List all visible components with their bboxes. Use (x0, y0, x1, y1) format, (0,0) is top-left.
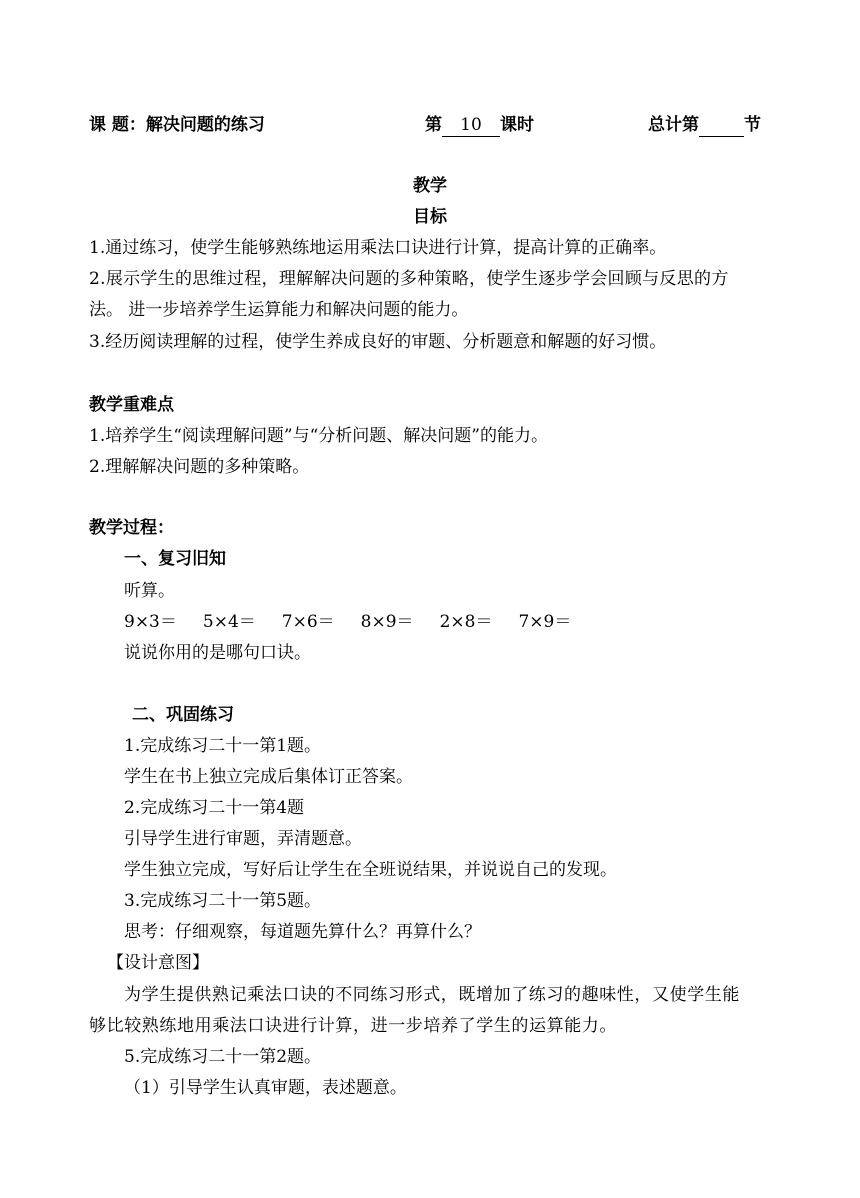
objective-item-1: 1.通过练习，使学生能够熟练地运用乘法口诀进行计算，提高计算的正确率。 (89, 238, 667, 258)
calc-item: 2×8＝ (439, 612, 493, 632)
key-points-heading: 教学重难点 (89, 395, 174, 415)
objectives-heading-1: 教学 (413, 176, 447, 196)
total-blank (699, 114, 744, 137)
calc-item: 7×9＝ (518, 612, 572, 632)
key-point-2: 2.理解解决问题的多种策略。 (89, 457, 310, 477)
section-1-line-1: 听算。 (124, 581, 175, 601)
objective-item-3: 3.经历阅读理解的过程，使学生养成良好的审题、分析题意和解题的好习惯。 (89, 332, 667, 352)
section-2-line-5: 学生独立完成，写好后让学生在全班说结果，并说说自己的发现。 (124, 860, 617, 880)
design-intent-heading: 【设计意图】 (107, 953, 209, 973)
calc-item: 7×6＝ (281, 612, 335, 632)
section-1-line-3: 说说你用的是哪句口诀。 (124, 643, 311, 663)
calc-item: 8×9＝ (360, 612, 414, 632)
section-2-line-7: 思考：仔细观察，每道题先算什么？再算什么？ (124, 922, 481, 942)
calc-item: 5×4＝ (202, 612, 256, 632)
section-2-line-2: 学生在书上独立完成后集体订正答案。 (124, 767, 413, 787)
section-2-line-3: 2.完成练习二十一第4题 (124, 798, 305, 818)
section-2-line-1: 1.完成练习二十一第1题。 (124, 736, 322, 756)
calc-row (124, 611, 597, 633)
process-heading: 教学过程： (89, 518, 174, 538)
lesson-number: 10 (442, 114, 500, 137)
section-2-line-9: （1）引导学生认真审题，表述题意。 (124, 1078, 407, 1098)
lesson-suffix: 课时 (500, 115, 534, 135)
design-intent-line-2: 够比较熟练地用乘法口诀进行计算，进一步培养了学生的运算能力。 (89, 1016, 617, 1036)
calc-item: 9×3＝ (124, 612, 177, 632)
objectives-heading-2: 目标 (413, 207, 447, 227)
subject-label: 课 题： (89, 115, 146, 135)
section-2-line-6: 3.完成练习二十一第5题。 (124, 891, 322, 911)
subject-value: 解决问题的练习 (145, 115, 265, 135)
lesson-prefix: 第 (425, 115, 442, 135)
design-intent-line-1: 为学生提供熟记乘法口诀的不同练习形式，既增加了练习的趣味性，又使学生能 (124, 985, 740, 1005)
total-suffix: 节 (744, 115, 761, 135)
section-2-line-4: 引导学生进行审题，弄清题意。 (124, 829, 362, 849)
objective-item-2-line-1: 2.展示学生的思维过程，理解解决问题的多种策略，使学生逐步学会回顾与反思的方 (89, 269, 729, 289)
lesson-title (89, 114, 265, 136)
key-point-1: 1.培养学生“阅读理解问题”与“分析问题、解决问题”的能力。 (89, 426, 548, 446)
objective-item-2-line-2: 法。 进一步培养学生运算能力和解决问题的能力。 (89, 300, 469, 320)
section-1-title: 一、复习旧知 (124, 549, 226, 569)
lesson-number-field (425, 114, 534, 137)
section-2-line-8: 5.完成练习二十一第2题。 (124, 1047, 322, 1067)
total-count-field (648, 114, 761, 137)
section-2-title: 二、巩固练习 (132, 705, 234, 725)
total-prefix: 总计第 (648, 115, 699, 135)
